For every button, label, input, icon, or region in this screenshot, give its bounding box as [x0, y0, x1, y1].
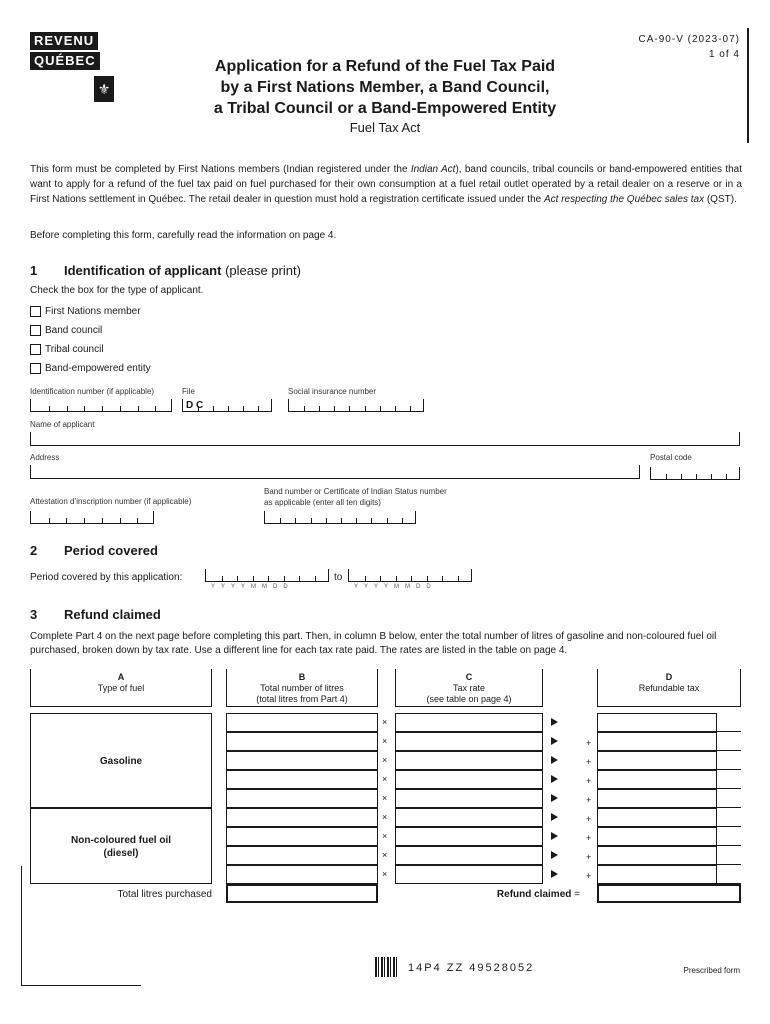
tax-rate-input[interactable] — [395, 808, 543, 827]
refundable-tax-input[interactable] — [597, 789, 717, 808]
applicant-type-list — [30, 302, 151, 378]
total-litres-label: Total litres purchased — [117, 889, 212, 900]
litres-input[interactable] — [226, 713, 378, 732]
arrow-right-icon — [551, 737, 558, 745]
attestation-label: Attestation d’inscription number (if applicable) — [30, 497, 192, 506]
logo-line1: REVENU — [30, 32, 98, 50]
period-start-field[interactable] — [205, 569, 329, 582]
id-number-label: Identification number (if applicable) — [30, 387, 155, 396]
refundable-tax-input[interactable] — [597, 732, 717, 751]
refund-instruction: Complete Part 4 on the next page before completing this part. Then, in column B below, enter the total number of litres of gasoline and non-coloured fuel oil purchased, broken down by tax rate. Use a different line for each tax rate paid. The rates are listed in the table on page 4. — [30, 631, 717, 656]
plus-sign: + — [586, 871, 592, 881]
file-label: File — [182, 387, 195, 396]
address-field[interactable] — [30, 465, 640, 479]
page-number: 1 of 4 — [708, 49, 740, 60]
refundable-tax-input[interactable] — [597, 751, 717, 770]
arrow-right-icon — [551, 870, 558, 878]
period-end-format: YYYYMMDD — [354, 584, 437, 590]
sin-label: Social insurance number — [288, 387, 377, 396]
plus-sign: + — [586, 776, 592, 786]
refundable-tax-input[interactable] — [597, 865, 717, 884]
postal-code-field[interactable] — [650, 467, 740, 480]
applicant-type-instruction: Check the box for the type of applicant. — [30, 285, 204, 296]
refundable-tax-input[interactable] — [597, 827, 717, 846]
plus-sign: + — [586, 795, 592, 805]
address-label: Address — [30, 453, 60, 462]
band-number-label: Band number or Certificate of Indian Status number as applicable (enter all ten digits) — [264, 487, 447, 507]
arrow-right-icon — [551, 775, 558, 783]
corner-mark-bottom-line — [21, 985, 141, 986]
tax-rate-input[interactable] — [395, 770, 543, 789]
tax-rate-input[interactable] — [395, 732, 543, 751]
arrow-right-icon — [551, 794, 558, 802]
litres-input[interactable] — [226, 808, 378, 827]
total-litres-input[interactable] — [226, 884, 378, 903]
cents-line — [717, 864, 741, 865]
litres-input[interactable] — [226, 732, 378, 751]
arrow-right-icon — [551, 813, 558, 821]
plus-sign: + — [586, 814, 592, 824]
refundable-tax-input[interactable] — [597, 770, 717, 789]
refundable-tax-input[interactable] — [597, 846, 717, 865]
name-label: Name of applicant — [30, 420, 95, 429]
tax-rate-input[interactable] — [395, 789, 543, 808]
before-note: Before completing this form, carefully read the information on page 4. — [30, 230, 337, 241]
column-header-b: B Total number of litres (total litres from Part 4) — [256, 672, 348, 704]
form-code: CA-90-V (2023-07) 1 of 4 — [638, 34, 740, 60]
refund-claimed-input[interactable] — [597, 884, 741, 903]
barcode-icon — [375, 957, 397, 977]
arrow-right-icon — [551, 756, 558, 764]
refundable-tax-input[interactable] — [597, 808, 717, 827]
period-label: Period covered by this application: — [30, 572, 183, 583]
litres-input[interactable] — [226, 846, 378, 865]
file-prefix: D C — [186, 400, 204, 411]
checkbox-first-nations-member[interactable]: First Nations member — [30, 302, 151, 321]
litres-input[interactable] — [226, 789, 378, 808]
refund-claimed-label: Refund claimed = — [496, 889, 580, 900]
attestation-field[interactable] — [30, 511, 154, 524]
postal-code-label: Postal code — [650, 453, 692, 462]
plus-sign: + — [586, 852, 592, 862]
tax-rate-input[interactable] — [395, 751, 543, 770]
fuel-oil-label: Non-coloured fuel oil (diesel) — [71, 835, 171, 859]
times-sign: × — [382, 793, 388, 803]
litres-input[interactable] — [226, 751, 378, 770]
period-start-format: YYYYMMDD — [211, 584, 294, 590]
plus-sign: + — [586, 738, 592, 748]
revenu-quebec-logo — [30, 32, 114, 98]
plus-sign: + — [586, 757, 592, 767]
tax-rate-input[interactable] — [395, 827, 543, 846]
arrow-right-icon — [551, 832, 558, 840]
form-title: Application for a Refund of the Fuel Tax Paid by a First Nations Member, a Band Council, a Tribal Council or a Band-Empowered Entity — [213, 58, 557, 117]
prescribed-form-label: Prescribed form — [683, 966, 740, 975]
gasoline-label: Gasoline — [99, 756, 143, 767]
band-number-field[interactable] — [264, 511, 416, 524]
fleur-de-lis-icon: ⚜ — [94, 76, 114, 102]
times-sign: × — [382, 717, 388, 727]
corner-mark — [747, 28, 749, 143]
times-sign: × — [382, 850, 388, 860]
checkbox-band-empowered-entity[interactable]: Band-empowered entity — [30, 359, 151, 378]
id-number-field[interactable] — [30, 399, 172, 412]
intro-text: This form must be completed by First Nations members (Indian registered under the Indian Act), band councils, tribal councils or band-empowered entities that want to apply for a refund of the fuel tax paid on fuel purchased for their own consumption at a fuel retail outlet operated by a retail dealer on a reserve or in a First Nations settlement in Québec. The retail dealer in question must hold a registration certificate issued under the Act respecting the Québec sales tax (QST). — [30, 164, 742, 205]
checkbox-band-council[interactable]: Band council — [30, 321, 151, 340]
plus-sign: + — [586, 833, 592, 843]
cents-line — [717, 807, 741, 808]
section-1-title: 1 Identification of applicant (please print) — [30, 263, 301, 278]
litres-input[interactable] — [226, 827, 378, 846]
arrow-right-icon — [551, 718, 558, 726]
arrow-right-icon — [551, 851, 558, 859]
period-end-field[interactable] — [348, 569, 472, 582]
cents-line — [717, 769, 741, 770]
litres-input[interactable] — [226, 770, 378, 789]
column-header-d: D Refundable tax — [638, 672, 700, 693]
times-sign: × — [382, 755, 388, 765]
times-sign: × — [382, 736, 388, 746]
tax-rate-input[interactable] — [395, 846, 543, 865]
cents-line — [717, 750, 741, 751]
form-subtitle: Fuel Tax Act — [349, 120, 421, 135]
tax-rate-input[interactable] — [395, 865, 543, 884]
tax-rate-input[interactable] — [395, 713, 543, 732]
litres-input[interactable] — [226, 865, 378, 884]
checkbox-tribal-council[interactable]: Tribal council — [30, 340, 151, 359]
cents-line — [717, 731, 741, 732]
column-header-a: A Type of fuel — [97, 672, 145, 693]
times-sign: × — [382, 831, 388, 841]
form-footer-code: 14P4 ZZ 49528052 — [408, 962, 535, 974]
section-2-title: 2 Period covered — [30, 543, 158, 558]
sin-field[interactable] — [288, 399, 424, 412]
cents-line — [717, 788, 741, 789]
section-3-title: 3 Refund claimed — [30, 607, 161, 622]
cents-line — [717, 826, 741, 827]
logo-line2: QUÉBEC — [30, 52, 100, 70]
refundable-tax-input[interactable] — [597, 713, 717, 732]
name-field[interactable] — [30, 432, 740, 446]
column-header-c: C Tax rate (see table on page 4) — [426, 672, 512, 704]
cents-line — [717, 845, 741, 846]
times-sign: × — [382, 812, 388, 822]
period-to-label: to — [334, 572, 343, 583]
times-sign: × — [382, 869, 388, 879]
corner-mark-bottom-left — [21, 866, 22, 986]
times-sign: × — [382, 774, 388, 784]
